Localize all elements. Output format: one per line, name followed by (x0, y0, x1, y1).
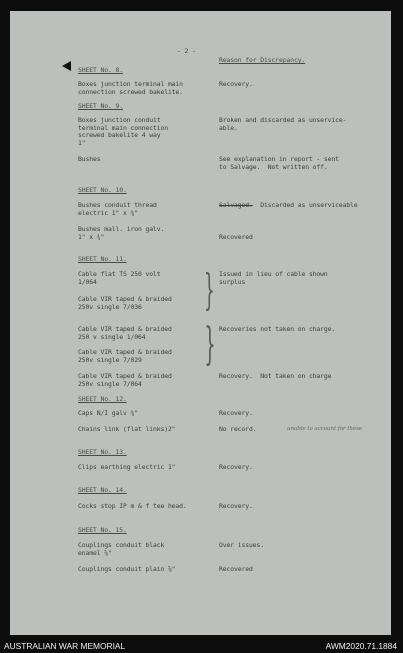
discrepancy-reason (219, 202, 358, 210)
sheet-heading: SHEET No. 9. (78, 102, 123, 110)
catalogue-number: AWM2020.71.1884 (325, 641, 397, 651)
item-description: Boxes junction conduit terminal main connection screwed bakelite 4 way 1" (78, 116, 168, 147)
sheet-heading: SHEET No. 8. (78, 66, 123, 74)
item-description: Clips earthing electric 1" (78, 463, 176, 471)
struck-out-text: Salvaged. (219, 201, 253, 209)
reason-text: Discarded as unserviceable (252, 201, 358, 209)
sheet-heading: SHEET No. 13. (78, 448, 127, 456)
item-description: Cable flat TS 250 volt 1/064 (78, 270, 161, 286)
grouping-brace: } (204, 265, 215, 314)
item-description: Cable VIR taped & braided 250v single 7/036 (78, 295, 172, 311)
item-description: Cable VIR taped & braided 250v single 7/029 (78, 348, 172, 364)
discrepancy-reason: Recovery. (219, 502, 253, 510)
item-description: Caps N/I galv ¾" (78, 409, 138, 417)
document-page (10, 11, 391, 635)
discrepancy-reason: Recovery. (219, 409, 253, 417)
item-description: Couplings conduit plain ⅝" (78, 565, 176, 573)
item-description: Cable VIR taped & braided 250 v single 1/064 (78, 325, 172, 341)
discrepancy-reason: Recoveries not taken on charge. (219, 325, 336, 333)
grouping-brace: } (204, 319, 216, 370)
sheet-heading: SHEET No. 15. (78, 526, 127, 534)
item-description: Chains link (flat links)2" (78, 425, 176, 433)
sheet-heading: SHEET No. 11. (78, 255, 127, 263)
discrepancy-reason: Recovery. (219, 463, 253, 471)
discrepancy-reason: Recovered (219, 233, 253, 241)
discrepancy-reason: Recovered (219, 565, 253, 573)
item-description: Bushes (78, 155, 101, 163)
discrepancy-reason: Recovery. (219, 80, 253, 88)
item-description: Bushes mall. iron galv. 1" x ¾" (78, 225, 165, 241)
item-description: Cocks stop IP m & f tee head. (78, 502, 187, 510)
discrepancy-reason: Issued in lieu of cable shown surplus (219, 270, 328, 286)
handwritten-annotation: unable to account for these (287, 426, 363, 432)
discrepancy-reason: See explanation in report - sent to Salvage. Not written off. (219, 155, 339, 171)
item-description: Couplings conduit black enamel ⅝" (78, 541, 165, 557)
sheet-heading: SHEET No. 12. (78, 395, 127, 403)
item-description: Boxes junction terminal main connection screwed bakelite. (78, 80, 183, 96)
archive-credit: AUSTRALIAN WAR MEMORIAL (4, 641, 126, 651)
column-header: Reason for Discrepancy. (219, 56, 306, 64)
sheet-heading: SHEET No. 14. (78, 486, 127, 494)
page-marker-icon (62, 61, 71, 71)
item-description: Bushes conduit thread electric 1" x ¾" (78, 201, 157, 217)
discrepancy-reason: Recovery. Not taken on charge (219, 372, 332, 380)
sheet-heading: SHEET No. 10. (78, 186, 127, 194)
discrepancy-reason: Broken and discarded as unservice- able. (219, 116, 347, 132)
discrepancy-reason: No record. (219, 425, 257, 433)
discrepancy-reason: Over issues. (219, 541, 264, 549)
item-description: Cable VIR taped & braided 250v single 7/064 (78, 372, 172, 388)
page-number: - 2 - (177, 47, 196, 55)
